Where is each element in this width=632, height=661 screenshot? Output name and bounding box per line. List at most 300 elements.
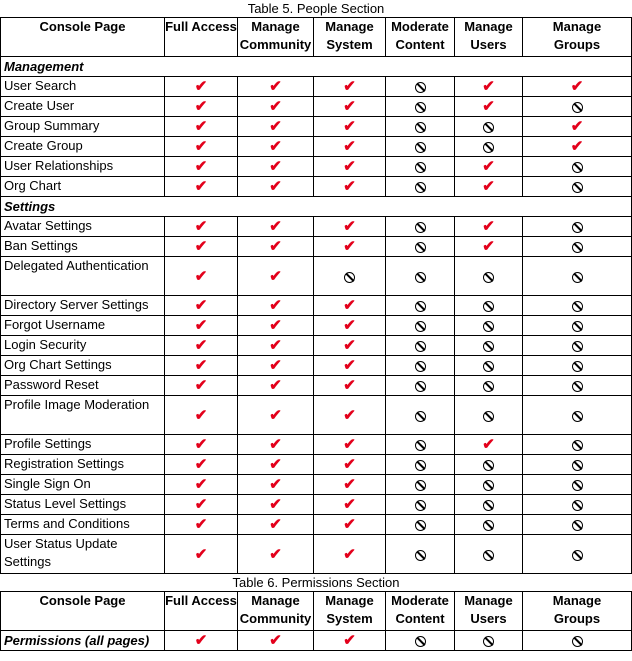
check-icon: ✔: [343, 476, 356, 493]
section-row: [1, 197, 632, 217]
console-page-name-text: User Relationships: [4, 158, 114, 173]
permission-cell: [386, 435, 455, 455]
column-header-text: Manage: [552, 593, 602, 608]
prohibited-icon: [483, 122, 494, 133]
check-icon: ✔: [482, 158, 495, 175]
table-row: [1, 396, 632, 435]
prohibited-icon: [415, 272, 426, 283]
prohibited-icon: [415, 480, 426, 491]
permission-cell: [314, 515, 386, 535]
permission-cell: [238, 177, 314, 197]
permission-cell: [238, 535, 314, 574]
column-header-text: Manage: [464, 593, 513, 608]
prohibited-icon: [415, 301, 426, 312]
permission-cell: [386, 77, 455, 97]
permission-cell: [165, 117, 238, 137]
console-page-name-text: Password Reset: [4, 377, 99, 392]
table-row: [1, 177, 632, 197]
console-page-name-text: Org Chart Settings: [4, 357, 112, 372]
console-page-name-text: Status Level Settings: [4, 496, 127, 511]
console-page-name-text: Profile Settings: [4, 436, 92, 451]
console-page-name-text: Create Group: [4, 138, 83, 153]
permission-cell: [386, 396, 455, 435]
check-icon: ✔: [194, 357, 208, 374]
table-row: [1, 631, 632, 651]
check-icon: ✔: [343, 78, 356, 95]
check-icon: ✔: [194, 456, 208, 473]
console-page-name: [1, 296, 165, 316]
permission-cell: [165, 336, 238, 356]
permission-cell: [238, 356, 314, 376]
permission-cell: [386, 97, 455, 117]
check-icon: ✔: [269, 78, 282, 95]
permission-cell: [238, 336, 314, 356]
permission-cell: [238, 117, 314, 137]
permission-cell: [386, 217, 455, 237]
section-title: Settings: [1, 197, 632, 217]
column-header-text: Console Page: [39, 19, 126, 34]
check-icon: ✔: [343, 297, 356, 314]
console-page-name: [1, 495, 165, 515]
check-icon: ✔: [343, 632, 356, 649]
permissions-section-table: [0, 591, 632, 651]
check-icon: ✔: [194, 158, 208, 175]
column-header-text: Manage: [552, 19, 602, 34]
permission-cell: [523, 515, 632, 535]
permission-cell: [238, 137, 314, 157]
check-icon: ✔: [194, 406, 208, 424]
check-icon: ✔: [194, 436, 208, 453]
console-page-name-text: Registration Settings: [4, 456, 124, 471]
column-header: [1, 592, 165, 631]
table-row: [1, 455, 632, 475]
check-icon: ✔: [570, 78, 584, 95]
prohibited-icon: [483, 341, 494, 352]
table-row: [1, 475, 632, 495]
console-page-name: [1, 535, 165, 574]
permission-cell: [455, 631, 523, 651]
permission-cell: [455, 217, 523, 237]
check-icon: ✔: [269, 238, 282, 255]
permission-cell: [386, 515, 455, 535]
permission-cell: [165, 97, 238, 117]
permission-cell: [165, 137, 238, 157]
column-header-text: Moderate: [391, 593, 449, 608]
console-page-name-text: Profile Image Moderation: [4, 397, 150, 412]
permission-cell: [523, 435, 632, 455]
permission-cell: [314, 296, 386, 316]
check-icon: ✔: [343, 317, 356, 334]
column-header: [238, 592, 314, 631]
prohibited-icon: [572, 636, 583, 647]
column-header-text: Community: [239, 611, 312, 626]
permission-cell: [455, 157, 523, 177]
console-page-name-text: Login Security: [4, 337, 87, 352]
console-page-name-text: User Search: [4, 78, 77, 93]
column-header-text: Full Access: [165, 19, 237, 34]
prohibited-icon: [344, 272, 355, 283]
check-icon: ✔: [269, 267, 282, 285]
column-header: [386, 18, 455, 57]
column-header: [455, 592, 523, 631]
column-header-text: Manage: [251, 19, 300, 34]
permission-cell: [165, 356, 238, 376]
permission-cell: [523, 237, 632, 257]
prohibited-icon: [572, 361, 583, 372]
column-header-text: Moderate: [391, 19, 449, 34]
permission-cell: [523, 117, 632, 137]
check-icon: ✔: [269, 98, 282, 115]
prohibited-icon: [572, 162, 583, 173]
column-header-text: Console Page: [39, 593, 126, 608]
console-page-name-text: Terms and Conditions: [4, 516, 130, 531]
permission-cell: [386, 177, 455, 197]
table-row: [1, 137, 632, 157]
permission-cell: [455, 535, 523, 574]
prohibited-icon: [572, 500, 583, 511]
prohibited-icon: [483, 550, 494, 561]
check-icon: ✔: [269, 456, 282, 473]
column-header-text: Community: [239, 37, 312, 52]
permission-cell: [523, 157, 632, 177]
column-header: [165, 592, 238, 631]
permission-cell: [523, 336, 632, 356]
check-icon: ✔: [269, 158, 282, 175]
console-page-name: [1, 515, 165, 535]
permission-cell: [238, 296, 314, 316]
check-icon: ✔: [343, 456, 356, 473]
permission-cell: [238, 217, 314, 237]
check-icon: ✔: [343, 436, 356, 453]
check-icon: ✔: [269, 545, 282, 563]
table-row: [1, 515, 632, 535]
section-row: [1, 57, 632, 77]
check-icon: ✔: [343, 357, 356, 374]
column-header-text: System: [326, 611, 373, 626]
permission-cell: [386, 157, 455, 177]
prohibited-icon: [572, 272, 583, 283]
console-page-name-text: Group Summary: [4, 118, 100, 133]
check-icon: ✔: [194, 496, 208, 513]
check-icon: ✔: [194, 238, 208, 255]
column-header-text: Manage: [325, 19, 374, 34]
column-header: [455, 18, 523, 57]
console-page-name-text: Create User: [4, 98, 75, 113]
permission-cell: [455, 177, 523, 197]
permission-cell: [523, 356, 632, 376]
permission-cell: [238, 237, 314, 257]
check-icon: ✔: [269, 317, 282, 334]
console-page-name-line: User Status Update: [4, 536, 118, 551]
prohibited-icon: [483, 460, 494, 471]
permission-cell: [455, 396, 523, 435]
column-header-text: Manage: [251, 593, 300, 608]
permission-cell: [314, 455, 386, 475]
table-row: [1, 217, 632, 237]
permission-cell: [238, 455, 314, 475]
permission-cell: [314, 117, 386, 137]
column-header-text: Manage: [464, 19, 513, 34]
permission-cell: [523, 177, 632, 197]
permission-cell: [455, 296, 523, 316]
prohibited-icon: [483, 636, 494, 647]
prohibited-icon: [483, 361, 494, 372]
prohibited-icon: [415, 102, 426, 113]
permission-cell: [386, 376, 455, 396]
permission-cell: [455, 316, 523, 336]
check-icon: ✔: [269, 138, 282, 155]
permission-cell: [455, 376, 523, 396]
permission-cell: [386, 117, 455, 137]
check-icon: ✔: [482, 178, 495, 195]
permission-cell: [165, 396, 238, 435]
permission-cell: [523, 217, 632, 237]
permission-cell: [165, 376, 238, 396]
table-row: [1, 535, 632, 574]
prohibited-icon: [572, 550, 583, 561]
column-header-text: Users: [470, 37, 507, 52]
permission-cell: [523, 257, 632, 296]
permission-cell: [314, 237, 386, 257]
permission-cell: [523, 455, 632, 475]
permission-cell: [455, 137, 523, 157]
permission-cell: [165, 77, 238, 97]
permission-cell: [386, 316, 455, 336]
prohibited-icon: [572, 440, 583, 451]
prohibited-icon: [572, 242, 583, 253]
permission-cell: [314, 396, 386, 435]
permission-cell: [314, 137, 386, 157]
console-page-name: [1, 77, 165, 97]
check-icon: ✔: [194, 118, 208, 135]
permission-cell: [165, 296, 238, 316]
permission-cell: [523, 77, 632, 97]
check-icon: ✔: [194, 267, 208, 285]
column-header: [314, 592, 386, 631]
check-icon: ✔: [482, 238, 495, 255]
console-page-name: [1, 157, 165, 177]
permission-cell: [386, 257, 455, 296]
console-page-name: [1, 177, 165, 197]
permission-cell: [165, 475, 238, 495]
prohibited-icon: [415, 182, 426, 193]
column-header-text: System: [326, 37, 373, 52]
prohibited-icon: [572, 480, 583, 491]
column-header-text: Content: [395, 37, 445, 52]
permission-cell: [165, 455, 238, 475]
console-page-name: [1, 217, 165, 237]
permission-cell: [314, 77, 386, 97]
check-icon: ✔: [194, 138, 208, 155]
column-header: [523, 18, 632, 57]
check-icon: ✔: [269, 496, 282, 513]
prohibited-icon: [415, 460, 426, 471]
permission-cell: [523, 631, 632, 651]
check-icon: ✔: [482, 98, 495, 115]
check-icon: ✔: [343, 337, 356, 354]
check-icon: ✔: [194, 545, 208, 563]
table6-caption: Table 6. Permissions Section: [232, 575, 400, 590]
permission-cell: [238, 97, 314, 117]
permission-cell: [386, 237, 455, 257]
check-icon: ✔: [194, 178, 208, 195]
check-icon: ✔: [269, 516, 282, 533]
column-header: [165, 18, 238, 57]
permission-cell: [523, 137, 632, 157]
permission-cell: [238, 475, 314, 495]
permission-cell: [165, 237, 238, 257]
check-icon: ✔: [343, 138, 356, 155]
check-icon: ✔: [343, 496, 356, 513]
prohibited-icon: [415, 82, 426, 93]
permission-cell: [165, 217, 238, 237]
permission-cell: [455, 515, 523, 535]
console-page-name-text: Delegated Authentication: [4, 258, 149, 273]
table-row: [1, 296, 632, 316]
permission-cell: [386, 535, 455, 574]
console-page-name: [1, 376, 165, 396]
permission-cell: [386, 455, 455, 475]
check-icon: ✔: [269, 297, 282, 314]
permission-cell: [386, 137, 455, 157]
console-page-name: [1, 237, 165, 257]
permission-cell: [523, 475, 632, 495]
permission-cell: [238, 77, 314, 97]
prohibited-icon: [572, 222, 583, 233]
console-page-name: [1, 117, 165, 137]
table-row: [1, 117, 632, 137]
prohibited-icon: [483, 411, 494, 422]
column-header-text: Manage: [325, 593, 374, 608]
permission-cell: [455, 495, 523, 515]
prohibited-icon: [483, 301, 494, 312]
permission-cell: [314, 257, 386, 296]
permission-cell: [523, 495, 632, 515]
prohibited-icon: [415, 162, 426, 173]
check-icon: ✔: [194, 317, 208, 334]
check-icon: ✔: [482, 78, 495, 95]
permission-cell: [238, 435, 314, 455]
permission-cell: [314, 376, 386, 396]
prohibited-icon: [483, 381, 494, 392]
check-icon: ✔: [194, 98, 208, 115]
column-header: [314, 18, 386, 57]
table-row: [1, 257, 632, 296]
prohibited-icon: [572, 411, 583, 422]
permission-cell: [314, 177, 386, 197]
permission-cell: [523, 396, 632, 435]
permission-cell: [314, 631, 386, 651]
permission-cell: [314, 356, 386, 376]
table5-caption: Table 5. People Section: [247, 1, 385, 16]
column-header: [523, 592, 632, 631]
table-row: [1, 237, 632, 257]
column-header-text: Full Access: [165, 593, 237, 608]
permission-cell: [314, 316, 386, 336]
permission-cell: [523, 97, 632, 117]
console-page-name-text: Directory Server Settings: [4, 297, 149, 312]
console-page-name: [1, 356, 165, 376]
permission-cell: [523, 316, 632, 336]
check-icon: ✔: [194, 632, 208, 649]
permission-cell: [314, 475, 386, 495]
table-row: [1, 336, 632, 356]
permission-cell: [523, 296, 632, 316]
prohibited-icon: [483, 321, 494, 332]
check-icon: ✔: [269, 436, 282, 453]
prohibited-icon: [415, 520, 426, 531]
prohibited-icon: [483, 142, 494, 153]
permission-cell: [386, 631, 455, 651]
prohibited-icon: [415, 122, 426, 133]
permission-cell: [523, 535, 632, 574]
check-icon: ✔: [343, 516, 356, 533]
prohibited-icon: [415, 381, 426, 392]
prohibited-icon: [415, 242, 426, 253]
permission-cell: [165, 535, 238, 574]
permission-cell: [238, 515, 314, 535]
permission-cell: [455, 237, 523, 257]
check-icon: ✔: [194, 218, 208, 235]
prohibited-icon: [572, 182, 583, 193]
permission-cell: [165, 257, 238, 296]
check-icon: ✔: [343, 218, 356, 235]
console-page-name: [1, 316, 165, 336]
permission-cell: [386, 296, 455, 316]
permission-cell: [386, 475, 455, 495]
prohibited-icon: [415, 222, 426, 233]
permission-cell: [455, 356, 523, 376]
prohibited-icon: [415, 361, 426, 372]
prohibited-icon: [415, 142, 426, 153]
permission-cell: [314, 157, 386, 177]
permission-cell: [165, 515, 238, 535]
check-icon: ✔: [269, 476, 282, 493]
prohibited-icon: [415, 636, 426, 647]
table-row: [1, 97, 632, 117]
permission-cell: [238, 157, 314, 177]
check-icon: ✔: [570, 138, 584, 155]
prohibited-icon: [572, 321, 583, 332]
check-icon: ✔: [194, 377, 208, 394]
prohibited-icon: [572, 460, 583, 471]
table-row: [1, 316, 632, 336]
console-page-name-text: Ban Settings: [4, 238, 78, 253]
console-page-name: [1, 257, 165, 296]
prohibited-icon: [415, 341, 426, 352]
console-page-name: [1, 475, 165, 495]
permission-cell: [523, 376, 632, 396]
prohibited-icon: [415, 440, 426, 451]
permission-cell: [165, 495, 238, 515]
permission-cell: [314, 336, 386, 356]
check-icon: ✔: [343, 238, 356, 255]
permission-cell: [165, 177, 238, 197]
permission-cell: [238, 257, 314, 296]
console-page-name: [1, 435, 165, 455]
check-icon: ✔: [343, 118, 356, 135]
table-row: [1, 157, 632, 177]
permission-cell: [455, 77, 523, 97]
console-page-name: [1, 137, 165, 157]
prohibited-icon: [572, 520, 583, 531]
console-page-name: [1, 455, 165, 475]
check-icon: ✔: [269, 337, 282, 354]
table-row: [1, 356, 632, 376]
prohibited-icon: [572, 301, 583, 312]
permission-cell: [238, 631, 314, 651]
permission-cell: [314, 435, 386, 455]
